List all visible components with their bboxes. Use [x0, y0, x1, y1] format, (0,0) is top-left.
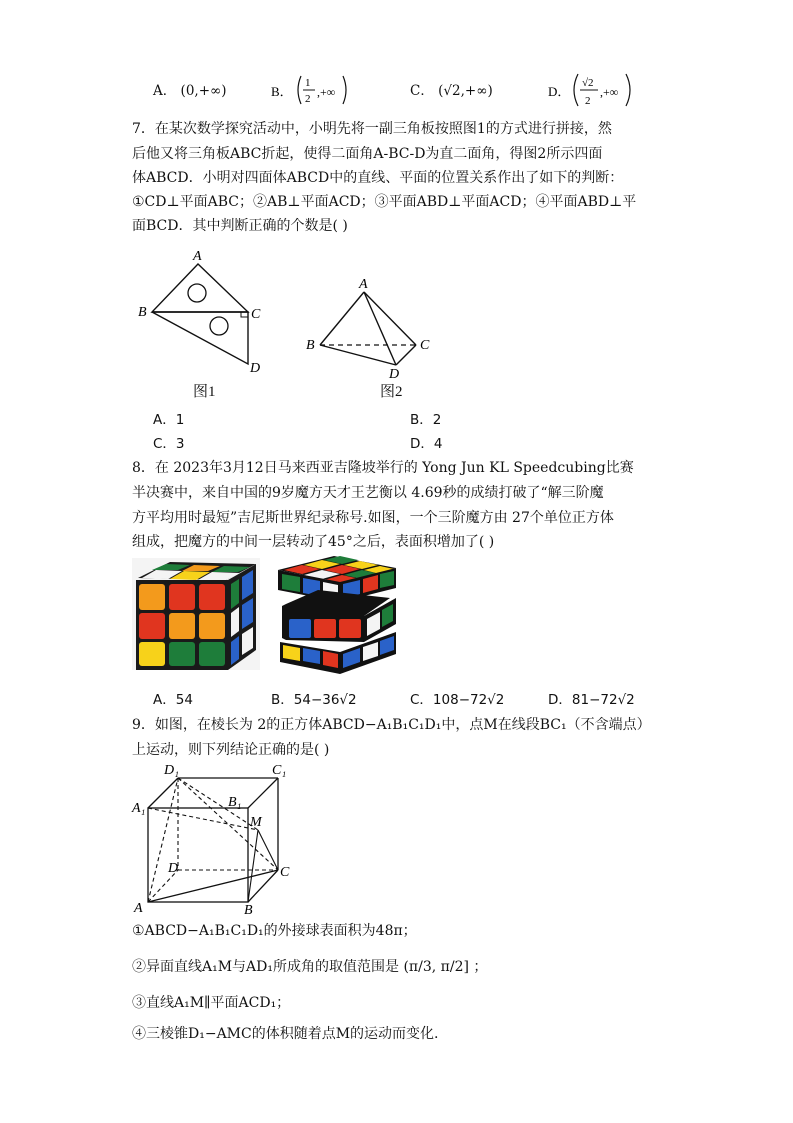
q9-cube-figure: [130, 760, 300, 918]
fig2-label-b: B: [306, 338, 315, 353]
q9-statement-2: [132, 955, 487, 979]
q7-figure-1: [130, 242, 280, 382]
rubiks-cube-image: [132, 558, 260, 670]
fig1-label-a: A: [193, 249, 202, 264]
q7-line2: 后他又将三角板ABC折起，使得二面角A-BC-D为直二面角，得图2所示四面: [132, 146, 603, 162]
cube-label-d: D: [168, 861, 179, 876]
q8-line4: 组成，把魔方的中间一层转动了45°之后，表面积增加了( ): [132, 534, 495, 550]
q6-option-d-formula: [548, 68, 638, 112]
q9-statement-2-end: ；: [473, 959, 488, 975]
q7-figure-2-caption: 图2: [380, 384, 403, 400]
q7-figure-1-caption: 图1: [193, 384, 216, 400]
q7-line1: 7．在某次数学探究活动中，小明先将一副三角板按照图1的方式进行拼接，然: [132, 121, 612, 137]
q6-option-a-math: (0,+∞): [180, 83, 227, 99]
q9-statement-3: ③直线A₁M∥平面ACD₁；: [132, 995, 291, 1011]
cube-label-m: M: [250, 815, 262, 830]
q9-line1: 9．如图，在棱长为 2的正方体ABCD−A₁B₁C₁D₁中，点M在线段BC₁（不含端点）: [132, 717, 651, 733]
q6-option-b: [271, 70, 351, 117]
svg-text:,+∞: ,+∞: [317, 85, 336, 99]
q9-statement-2-text: ②异面直线A₁M与AD₁所成角的取值范围是: [132, 959, 400, 975]
cube-label-b1: B₁: [228, 795, 242, 810]
q7-option-a: A．1: [153, 412, 185, 428]
cube-label-a1: A₁: [132, 801, 146, 816]
q8-option-b: B．54−36√2: [271, 692, 357, 708]
fig1-label-c: C: [251, 307, 261, 322]
q7-option-d: D．4: [410, 436, 443, 452]
rotated-rubiks-cube-image: [272, 554, 402, 676]
q9-statement-4: ④三棱锥D₁−AMC的体积随着点M的运动而变化.: [132, 1026, 439, 1042]
cube-label-a: A: [134, 901, 143, 916]
q8-line2: 半决赛中，来自中国的9岁魔方天才王艺衡以 4.69秒的成绩打破了“解三阶魔: [132, 485, 604, 501]
q8-option-c: C．108−72√2: [410, 692, 505, 708]
fig2-label-c: C: [420, 338, 430, 353]
q7-line4: ①CD⊥平面ABC；②AB⊥平面ACD；③平面ABD⊥平面ACD；④平面ABD⊥平: [132, 194, 637, 210]
q6-option-c: C． (√2,+∞): [410, 83, 493, 99]
q6-option-c-math: (√2,+∞): [438, 83, 493, 99]
cube-label-b: B: [244, 903, 253, 918]
q9-statement-1: ①ABCD−A₁B₁C₁D₁的外接球表面积为48π；: [132, 923, 417, 939]
q8-line3: 方平均用时最短”吉尼斯世界纪录称号.如图，一个三阶魔方由 27个单位正方体: [132, 510, 614, 526]
svg-text:,+∞: ,+∞: [600, 85, 619, 99]
q7-figure-2: [300, 272, 440, 382]
svg-text:B．: B．: [271, 84, 293, 99]
q8-option-d: D．81−72√2: [548, 692, 635, 708]
q9-statement-2-range: (π/3, π/2]: [403, 959, 469, 975]
svg-text:D．: D．: [548, 84, 571, 99]
q7-option-b: B．2: [410, 412, 442, 428]
q8-line1: 8．在 2023年3月12日马来西亚吉隆坡举行的 Yong Jun KL Speedcubing比赛: [132, 460, 634, 476]
q8-option-a: A．54: [153, 692, 193, 708]
fig2-label-a: A: [359, 277, 368, 292]
svg-text:1: 1: [305, 77, 311, 89]
q9-line2: 上运动，则下列结论正确的是( ): [132, 742, 330, 758]
fig1-label-d: D: [250, 361, 261, 376]
fig2-label-d: D: [389, 367, 400, 382]
svg-text:√2: √2: [582, 77, 594, 89]
cube-label-c1: C₁: [272, 763, 287, 778]
q6-option-a: A． (0,+∞): [153, 83, 227, 99]
fig1-label-b: B: [138, 305, 147, 320]
cube-label-d1: D₁: [164, 763, 179, 778]
q6-option-b-formula: [271, 70, 351, 110]
q6-option-d: [548, 68, 638, 119]
svg-text:2: 2: [305, 93, 311, 105]
cube-label-c: C: [280, 865, 290, 880]
svg-text:2: 2: [585, 95, 591, 107]
q7-line3: 体ABCD．小明对四面体ABCD中的直线、平面的位置关系作出了如下的判断：: [132, 170, 624, 186]
q7-line5: 面BCD．其中判断正确的个数是( ): [132, 218, 348, 234]
q7-option-c: C．3: [153, 436, 185, 452]
